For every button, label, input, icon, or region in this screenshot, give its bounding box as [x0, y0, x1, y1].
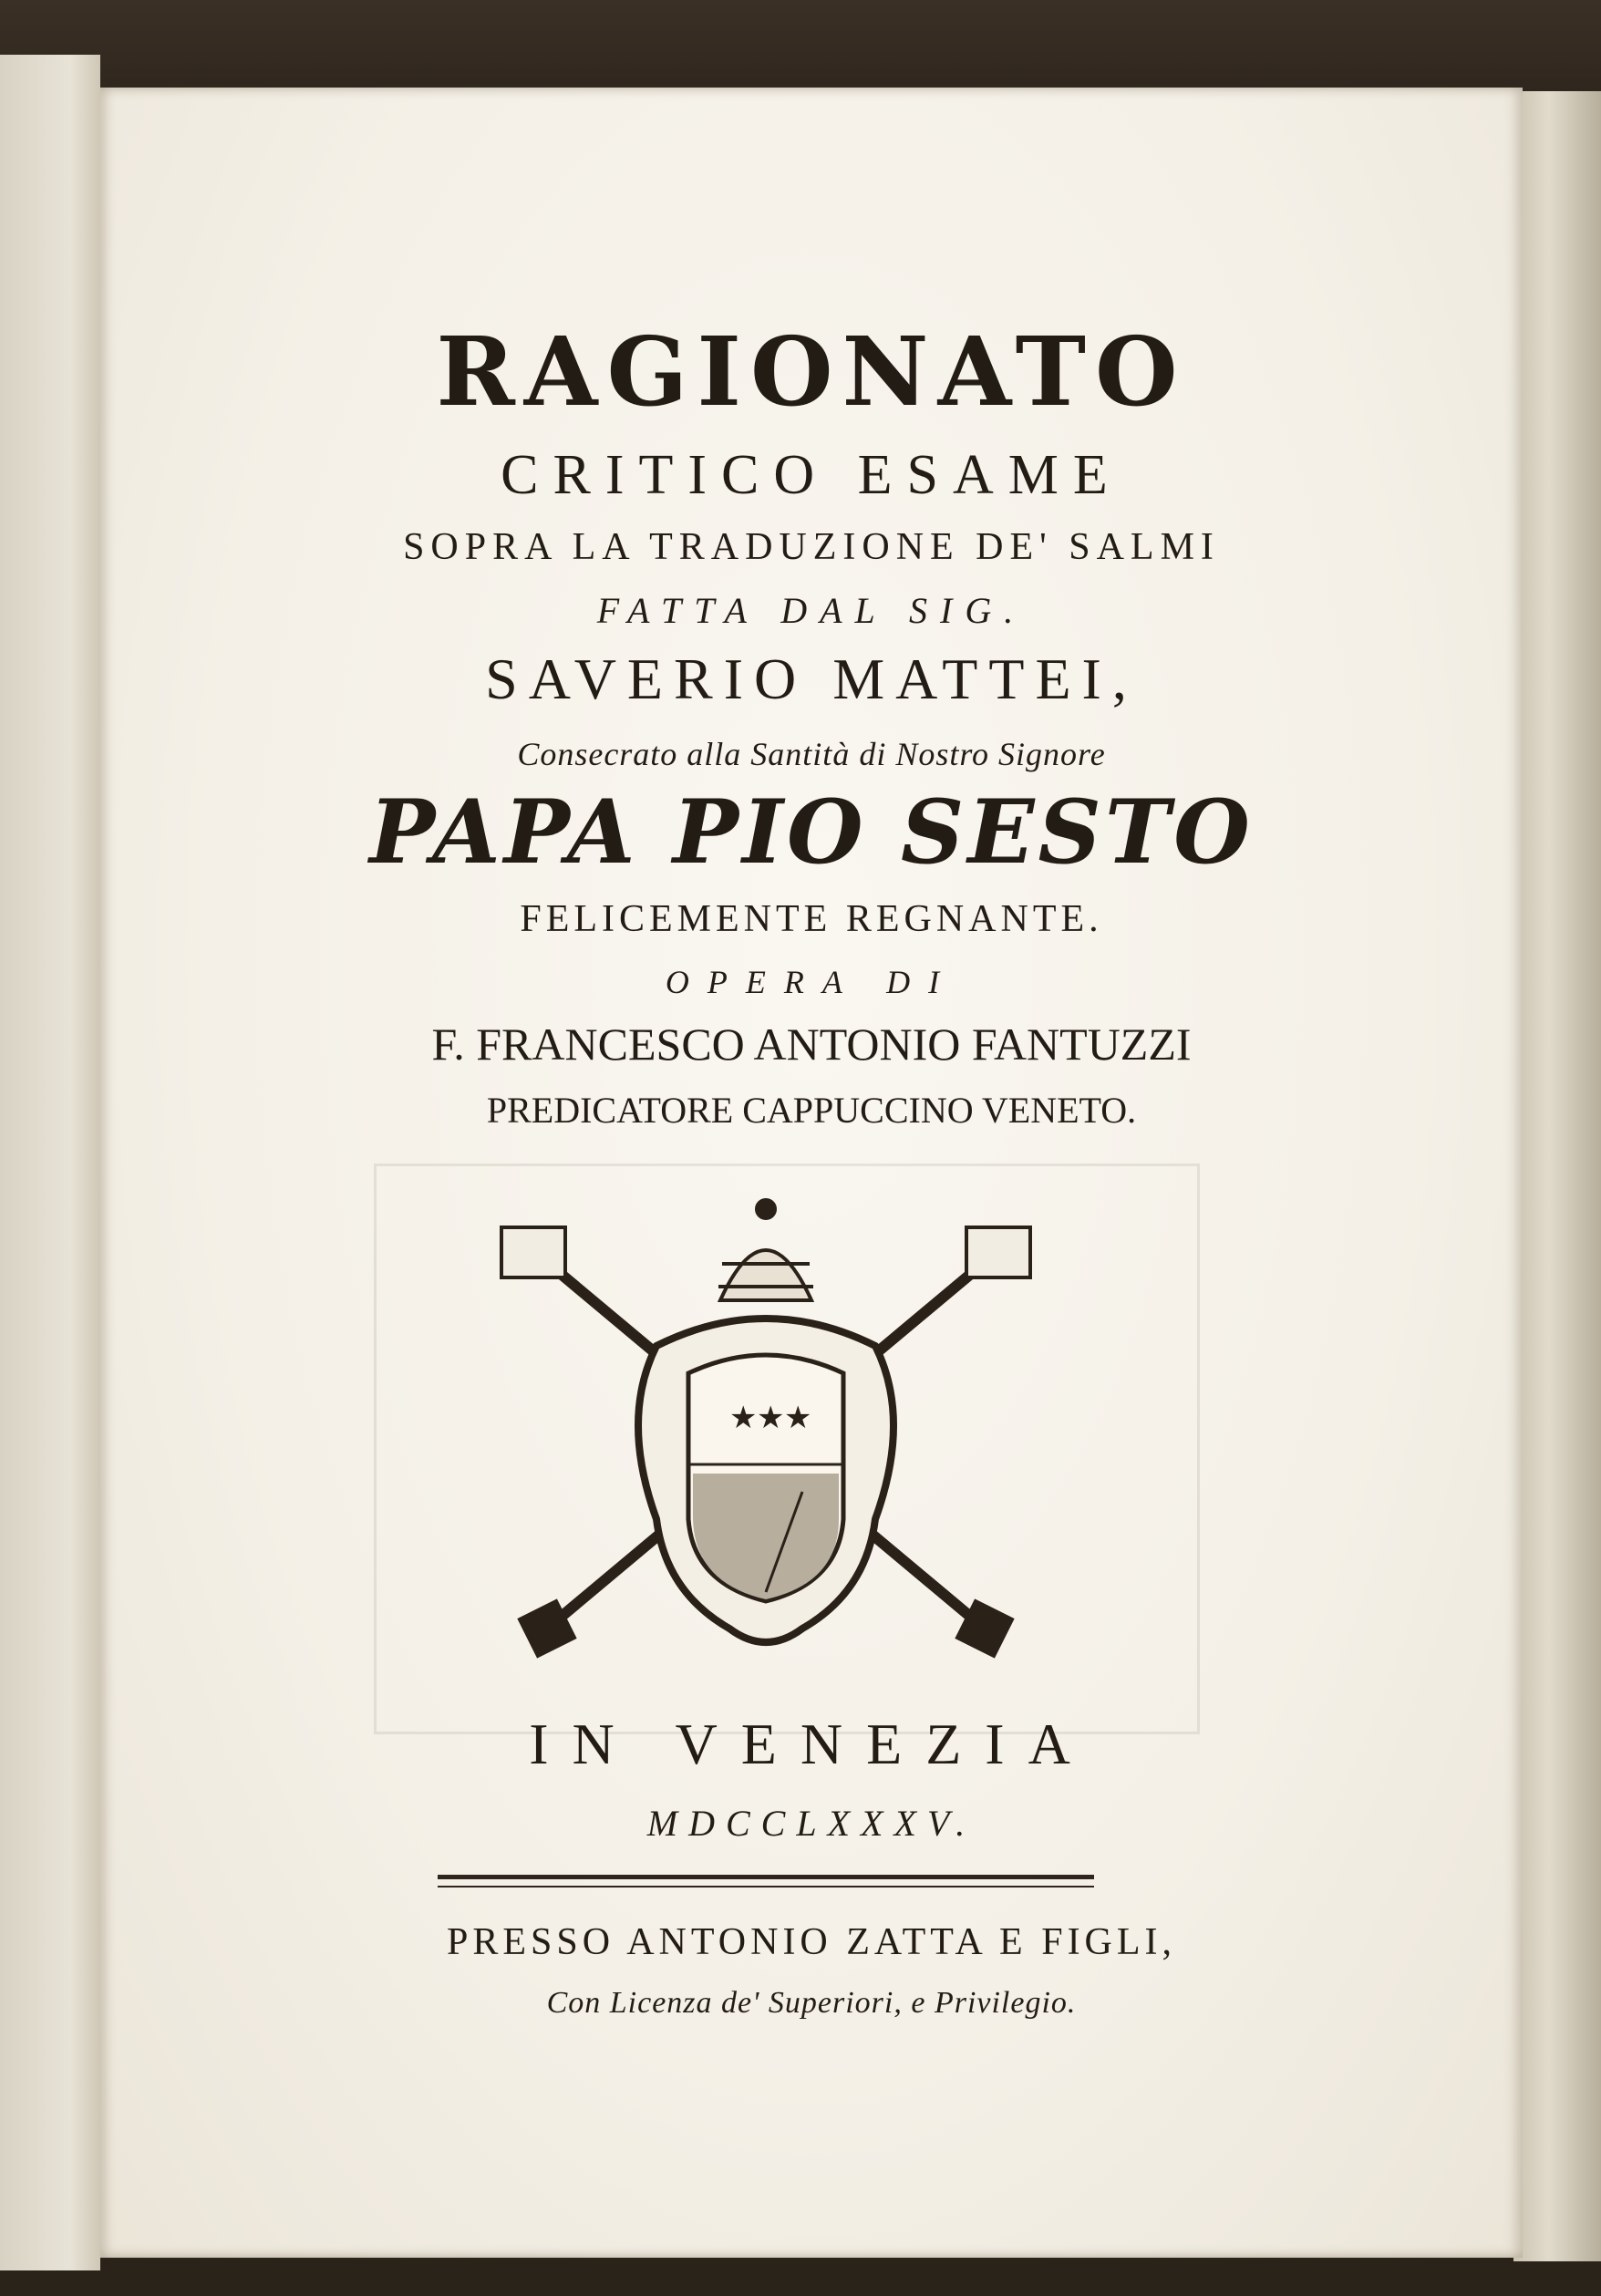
ornamental-rule-thin	[438, 1886, 1094, 1887]
book-subtitle: CRITICO ESAME	[501, 444, 1122, 506]
svg-text:★: ★	[729, 1400, 758, 1436]
author-title: PREDICATORE CAPPUCCINO VENETO.	[486, 1090, 1137, 1131]
svg-text:★: ★	[757, 1400, 785, 1436]
right-page-edges	[1513, 91, 1601, 2261]
ornamental-rule	[438, 1875, 1094, 1879]
title-page	[100, 88, 1523, 2258]
work-of-line: OPERA DI	[665, 964, 958, 1000]
translator-name: SAVERIO MATTEI,	[485, 646, 1138, 711]
author-name: F. FRANCESCO ANTONIO FANTUZZI	[431, 1019, 1192, 1070]
left-page-edge	[0, 55, 100, 2270]
publisher-line: PRESSO ANTONIO ZATTA E FIGLI,	[446, 1921, 1177, 1963]
license-line: Con Licenza de' Superiori, e Privilegio.	[546, 1986, 1077, 2020]
dedication-line: Consecrato alla Santità di Nostro Signore	[517, 736, 1106, 772]
book-title: RAGIONATO	[436, 315, 1187, 428]
svg-text:★: ★	[784, 1400, 812, 1436]
publication-year: MDCCLXXXV.	[646, 1803, 976, 1844]
reigning-line: FELICEMENTE REGNANTE.	[520, 898, 1103, 940]
place-of-printing: IN VENEZIA	[529, 1712, 1094, 1776]
made-by-line: FATTA DAL SIG.	[596, 590, 1027, 631]
pope-name: PAPA PIO SESTO	[369, 781, 1254, 884]
book-topic: SOPRA LA TRADUZIONE DE' SALMI	[403, 526, 1220, 568]
papal-coat-of-arms-icon	[438, 1191, 1094, 1701]
